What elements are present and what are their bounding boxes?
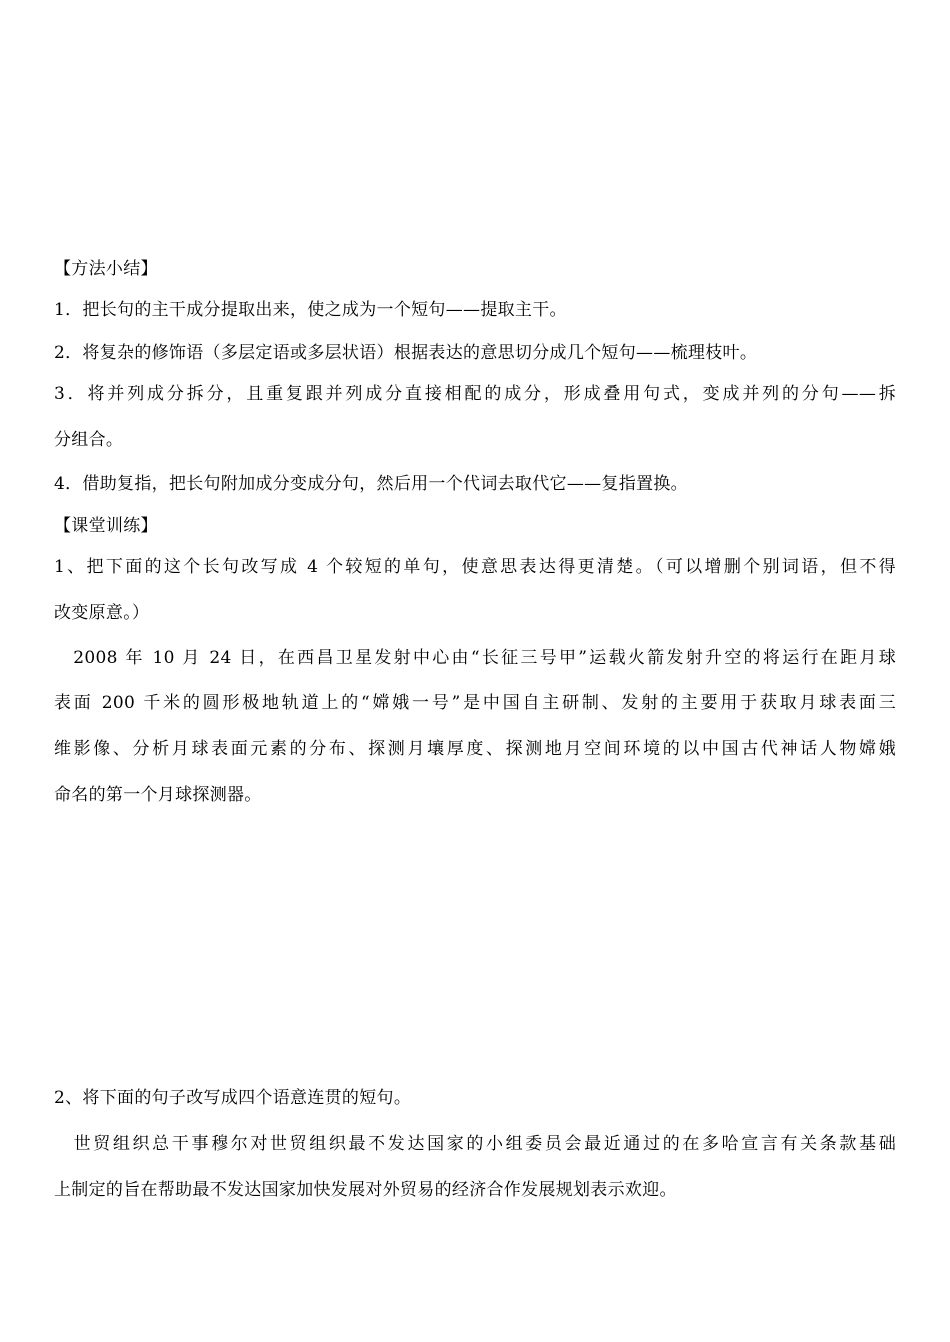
question-1-prompt-line-2: 改变原意。） xyxy=(54,603,150,623)
question-2-passage-line-2: 上制定的旨在帮助最不发达国家加快发展对外贸易的经济合作发展规划表示欢迎。 xyxy=(54,1180,677,1200)
method-summary-heading: 【方法小结】 xyxy=(54,259,158,279)
method-item-3: 3．将并列成分拆分，且重复跟并列成分直接相配的成分，形成叠用句式，变成并列的分句——拆 xyxy=(54,384,896,404)
method-item-1: 1．把长句的主干成分提取出来，使之成为一个短句——提取主干。 xyxy=(54,300,567,320)
method-item-4: 4．借助复指，把长句附加成分变成分句，然后用一个代词去取代它——复指置换。 xyxy=(54,474,688,494)
question-1-passage-line-1: 2008 年 10 月 24 日，在西昌卫星发射中心由“长征三号甲”运载火箭发射升空的将运行在距月球 xyxy=(54,648,896,668)
class-training-heading: 【课堂训练】 xyxy=(54,516,158,536)
method-item-3-continued: 分组合。 xyxy=(54,430,124,450)
method-item-2: 2．将复杂的修饰语（多层定语或多层状语）根据表达的意思切分成几个短句——梳理枝叶。 xyxy=(54,343,758,363)
question-1-prompt-line-1: 1、把下面的这个长句改写成 4 个较短的单句，使意思表达得更清楚。（可以增删个别词语，但不得 xyxy=(54,557,896,577)
question-1-passage-line-2: 表面 200 千米的圆形极地轨道上的“嫦娥一号”是中国自主研制、发射的主要用于获取月球表面三 xyxy=(54,693,896,713)
question-1-passage-line-4: 命名的第一个月球探测器。 xyxy=(54,785,262,805)
question-2-passage-line-1: 世贸组织总干事穆尔对世贸组织最不发达国家的小组委员会最近通过的在多哈宣言有关条款基础 xyxy=(54,1134,896,1154)
question-1-passage-line-3: 维影像、分析月球表面元素的分布、探测月壤厚度、探测地月空间环境的以中国古代神话人物嫦娥 xyxy=(54,739,896,759)
question-2-prompt: 2、将下面的句子改写成四个语意连贯的短句。 xyxy=(54,1088,412,1108)
